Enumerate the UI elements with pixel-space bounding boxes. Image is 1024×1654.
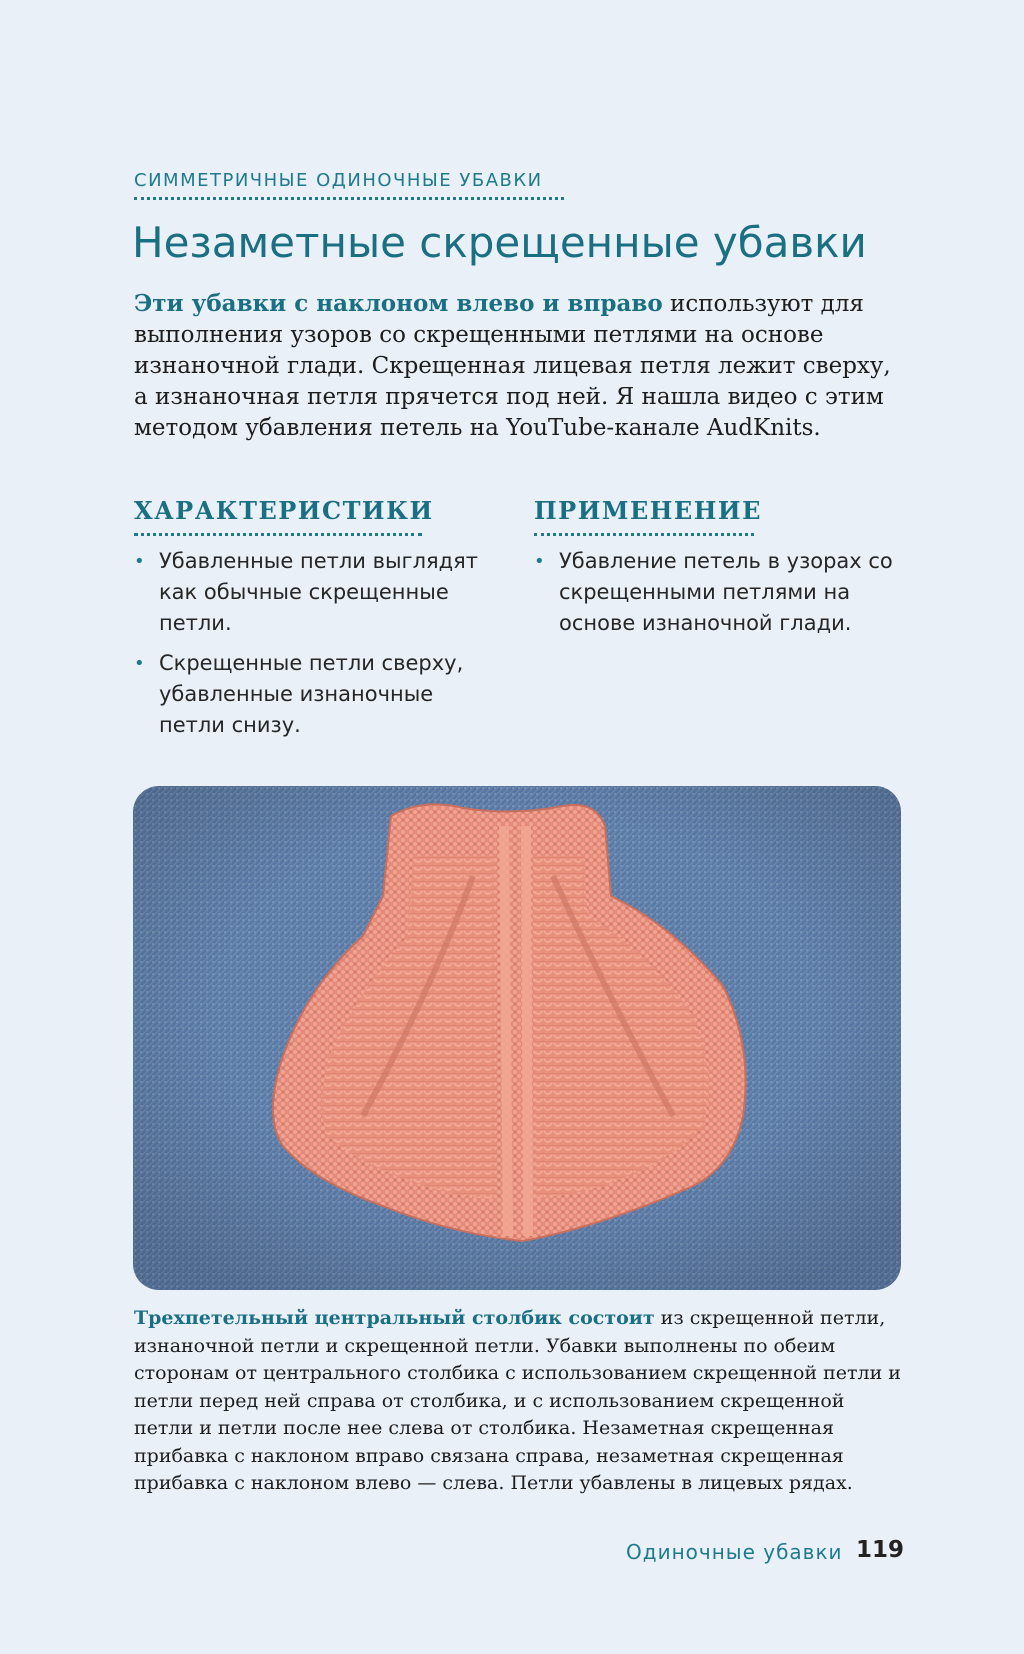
list-item-text: Убавление петель в узорах со скрещенными петлями на основе изнаночной глади. [559, 549, 893, 635]
caption-lead: Трехпетельный центральный столбик состоит [134, 1307, 655, 1329]
characteristics-heading: ХАРАКТЕРИСТИКИ [134, 496, 434, 525]
bullet-icon: • [134, 653, 145, 674]
intro-lead: Эти убавки с наклоном влево и вправо [134, 290, 663, 317]
photo-caption [134, 1305, 904, 1498]
bullet-icon: • [134, 551, 145, 572]
intro-text: используют для выполнения узоров со скрещенными петлями на основе изнаночной глади. Скрещенная лицевая петля лежит сверху, а изнаночная петля прячется под ней. Я нашла видео с этим методом убавления петель на YouTube-канале AudKnits. [134, 291, 891, 441]
list-item [534, 546, 899, 639]
list-item [134, 648, 494, 741]
list-item-text: Убавленные петли выглядят как обычные скрещенные петли. [159, 549, 479, 635]
caption-text: из скрещенной петли, изнаночной петли и скрещенной петли. Убавки выполнены по обеим сторонам от центрального столбика с использованием скрещенной петли и петли перед ней справа от столбика, и с использованием скрещенной петли и петли после нее слева от столбика. Незаметная скрещенная прибавка с наклоном вправо связана справа, незаметная скрещенная прибавка с наклоном влево — слева. Петли убавлены в лицевых рядах. [134, 1307, 901, 1494]
running-footer: Одиночные убавки [626, 1540, 843, 1564]
application-divider [534, 533, 754, 536]
list-item [134, 546, 494, 639]
knitted-swatch-photo [133, 786, 901, 1290]
characteristics-divider [134, 533, 422, 536]
characteristics-list [134, 546, 494, 750]
page-title: Незаметные скрещенные убавки [132, 218, 867, 267]
application-list [534, 546, 899, 648]
bullet-icon: • [534, 551, 545, 572]
page-number: 119 [856, 1537, 905, 1563]
intro-paragraph [134, 288, 894, 444]
section-label: СИММЕТРИЧНЫЕ ОДИНОЧНЫЕ УБАВКИ [134, 170, 543, 191]
list-item-text: Скрещенные петли сверху, убавленные изнаночные петли снизу. [159, 651, 464, 737]
application-heading: ПРИМЕНЕНИЕ [534, 496, 762, 525]
section-divider [134, 197, 564, 200]
